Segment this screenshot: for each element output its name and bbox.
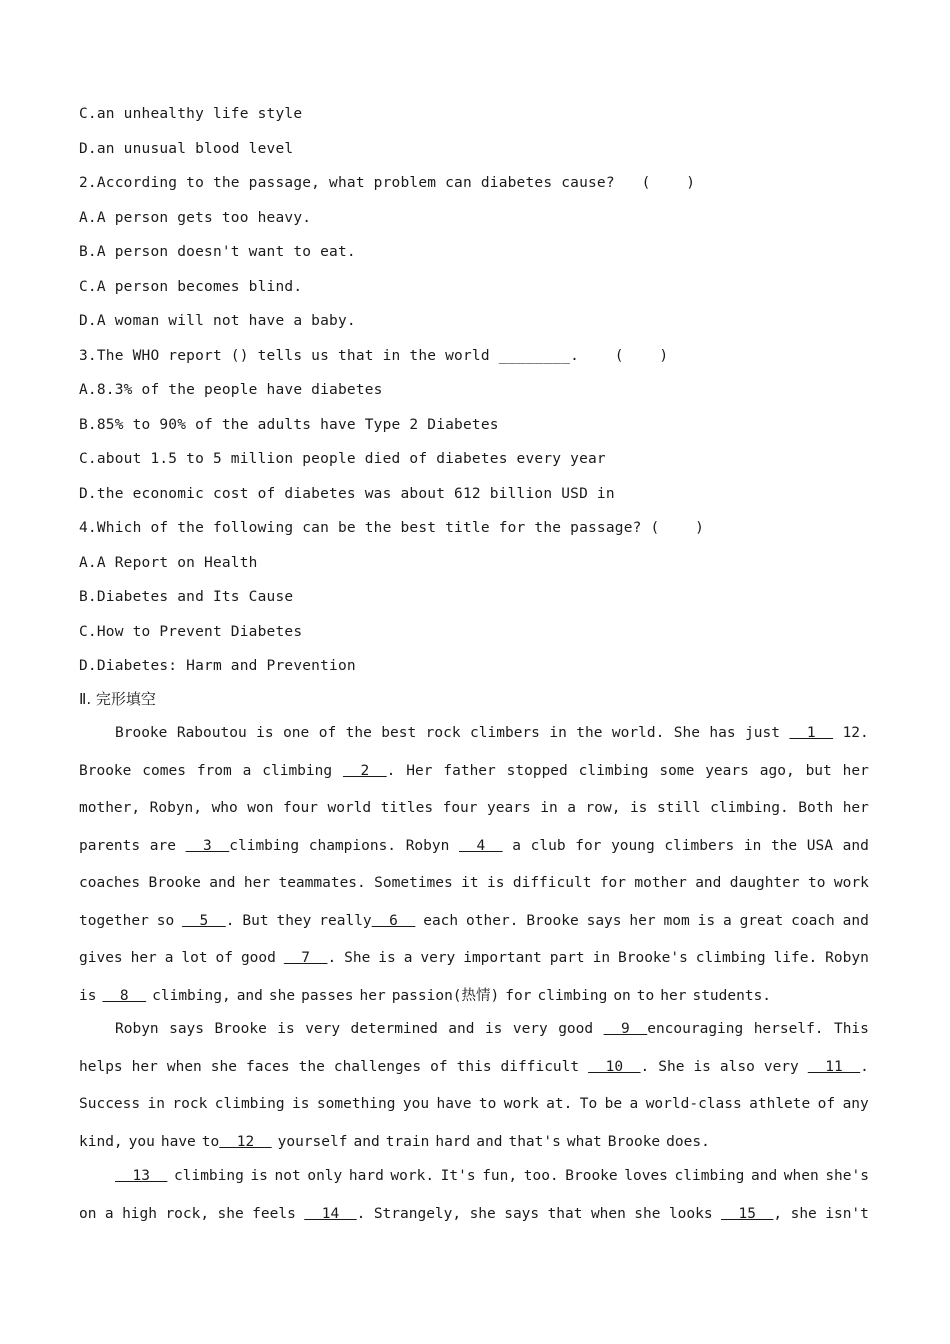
cloze-paragraph-1 <box>79 723 869 1023</box>
word: young <box>611 837 655 854</box>
word: the <box>770 837 798 854</box>
paragraph-line <box>79 1166 869 1204</box>
word: and <box>842 912 869 929</box>
question-line: B.A person doesn't want to eat. <box>79 244 356 260</box>
answer-blank[interactable]: 15 <box>721 1205 774 1222</box>
word: passion(热情) <box>391 987 500 1004</box>
word: in <box>549 725 567 741</box>
word: 11 . <box>807 1058 869 1075</box>
word: father <box>443 762 496 779</box>
word: of <box>817 1096 836 1112</box>
word: climbers <box>470 725 540 741</box>
word: says <box>586 912 622 929</box>
question-line: B.Diabetes and Its Cause <box>79 589 294 605</box>
word: 5 . <box>182 912 235 929</box>
word: is <box>277 1021 295 1037</box>
word: is <box>292 1096 310 1112</box>
word: passes <box>301 987 354 1004</box>
word: years <box>487 800 531 816</box>
word: says <box>169 1021 205 1037</box>
word: good <box>558 1021 594 1037</box>
word: rock, <box>165 1205 210 1222</box>
paragraph-line <box>79 873 869 911</box>
word: Robyn <box>405 837 450 854</box>
word: a <box>512 837 522 854</box>
word: faces <box>245 1058 290 1075</box>
word: rock <box>425 725 461 741</box>
word: best <box>381 725 417 741</box>
word: is <box>693 1058 711 1075</box>
word: too. <box>523 1168 559 1184</box>
answer-blank[interactable]: 7 <box>283 950 328 966</box>
word: mom <box>663 912 690 929</box>
word: Robyn <box>825 950 869 966</box>
word: have <box>436 1096 472 1112</box>
word: says <box>504 1205 540 1222</box>
word: parents <box>79 837 141 854</box>
word: the <box>298 1058 325 1075</box>
answer-blank[interactable]: 14 <box>304 1205 357 1222</box>
word: she <box>268 987 296 1004</box>
word: comes <box>142 762 186 779</box>
answer-blank[interactable]: 8 <box>102 987 147 1004</box>
word: in <box>592 950 611 966</box>
word: high <box>122 1205 157 1222</box>
word: is <box>484 1021 503 1037</box>
word: years <box>705 762 749 779</box>
word: what <box>566 1133 602 1150</box>
word: great <box>739 912 784 929</box>
word: that <box>547 1205 583 1222</box>
word: helps <box>79 1058 123 1075</box>
answer-blank[interactable]: 2 <box>343 762 387 779</box>
word: climbers <box>664 837 735 854</box>
word: 15 , <box>721 1205 783 1222</box>
word: so <box>156 912 175 929</box>
word: very <box>305 1021 341 1037</box>
answer-blank[interactable]: 1 <box>789 725 834 741</box>
word: other. <box>466 912 519 929</box>
word: who <box>211 800 238 816</box>
word: Success <box>79 1096 141 1112</box>
paragraph-line <box>79 1204 869 1242</box>
word: in <box>147 1096 165 1112</box>
word: she <box>790 1205 817 1222</box>
paragraph-line <box>79 911 869 949</box>
word: also <box>719 1058 755 1075</box>
word: climbing <box>578 762 649 779</box>
word: be <box>604 1096 623 1112</box>
word: good <box>240 950 276 966</box>
answer-blank[interactable]: 11 <box>807 1058 861 1075</box>
word: climbing, <box>152 987 231 1004</box>
word: kind, <box>79 1133 123 1150</box>
word: very <box>763 1058 799 1075</box>
word: climbing <box>214 1096 285 1112</box>
word: club <box>530 837 566 854</box>
word: that's <box>508 1133 561 1150</box>
word: and <box>695 875 722 891</box>
word: Brooke <box>79 762 132 779</box>
word: determined <box>350 1021 438 1037</box>
word: she's <box>825 1168 869 1184</box>
word: a <box>242 762 252 779</box>
word: coach <box>791 912 835 929</box>
word: mother, <box>79 800 141 816</box>
word: world <box>327 800 372 816</box>
paragraph-line <box>79 1094 869 1132</box>
word: row, <box>585 800 621 816</box>
word: 9 encouraging <box>603 1021 744 1037</box>
word: feels <box>252 1205 296 1222</box>
word: the <box>345 725 372 741</box>
paragraph-line <box>79 1132 869 1170</box>
word: to <box>478 1096 497 1112</box>
word: climbing <box>174 1168 244 1184</box>
word: together <box>79 912 149 929</box>
word: has <box>709 725 736 741</box>
word: isn't <box>825 1205 869 1222</box>
word: a <box>567 800 576 816</box>
answer-blank[interactable]: 9 <box>603 1021 648 1037</box>
word: her <box>842 762 869 779</box>
word: when <box>166 1058 202 1075</box>
word: She <box>344 950 371 966</box>
word: a <box>164 950 174 966</box>
question-line: A.A Report on Health <box>79 554 258 571</box>
word: hard <box>435 1133 471 1150</box>
word: But <box>242 912 269 929</box>
word <box>789 723 833 761</box>
word: Brooke <box>115 725 168 741</box>
word: fun, <box>482 1168 518 1184</box>
word: 12. <box>842 725 869 741</box>
word: she <box>469 1205 496 1222</box>
word: Brooke <box>526 912 579 929</box>
word: challenges <box>333 1058 422 1075</box>
word: Robyn <box>115 1021 159 1037</box>
answer-blank[interactable]: 10 <box>588 1058 641 1075</box>
paragraph-line <box>79 798 869 836</box>
word: have <box>160 1133 196 1150</box>
paragraph-line <box>79 1019 869 1057</box>
word: and <box>353 1133 380 1150</box>
question-line: A.A person gets too heavy. <box>79 209 312 226</box>
word: Both <box>798 800 834 816</box>
word: four <box>283 800 318 816</box>
word: rock <box>172 1096 208 1112</box>
word: her <box>629 912 656 929</box>
word: only <box>307 1168 343 1184</box>
word: climbing <box>262 762 333 779</box>
word: lot <box>181 950 208 966</box>
question-line: D.Diabetes: Harm and Prevention <box>79 658 356 674</box>
word: her <box>131 1058 158 1075</box>
word <box>115 1166 167 1204</box>
word: her <box>660 987 687 1004</box>
question-line: D.A woman will not have a baby. <box>79 313 356 329</box>
word: the <box>576 725 603 741</box>
word: 7 . <box>283 950 337 966</box>
word: important <box>463 950 542 966</box>
word: titles <box>380 800 434 816</box>
question-line: D.the economic cost of diabetes was about 612 billion USD in <box>79 485 615 502</box>
word: climbing <box>537 987 608 1004</box>
word: coaches <box>79 875 141 891</box>
word: world. <box>611 725 665 741</box>
word: you <box>402 1096 430 1112</box>
word: champions. <box>308 837 397 854</box>
word: a <box>722 912 732 929</box>
answer-blank[interactable]: 5 <box>182 912 226 929</box>
word <box>459 836 503 874</box>
word: work. <box>390 1168 435 1184</box>
word: Robyn, <box>149 800 203 816</box>
paragraph-line <box>79 761 869 799</box>
word: when <box>590 1205 626 1222</box>
word: hard <box>348 1168 384 1184</box>
word: stopped <box>506 762 568 779</box>
word: very <box>420 950 456 966</box>
word: To <box>579 1096 598 1112</box>
word: ago, <box>759 762 795 779</box>
word: work <box>503 1096 539 1112</box>
word: difficult <box>500 1058 580 1075</box>
word: and <box>448 1021 475 1037</box>
word: 2 . <box>343 762 396 779</box>
word: still <box>656 800 701 816</box>
answer-blank[interactable]: 13 <box>115 1168 168 1184</box>
question-line: 2.According to the passage, what problem can diabetes cause? ( ) <box>79 175 696 191</box>
word: loves <box>624 1168 668 1184</box>
word: climbing <box>695 950 766 966</box>
word: is <box>697 912 716 929</box>
word: she <box>634 1205 661 1222</box>
word: at. <box>546 1096 573 1112</box>
word: Raboutou <box>176 725 247 741</box>
word: is <box>629 800 648 816</box>
word: herself. <box>753 1021 824 1037</box>
word: she <box>217 1205 244 1222</box>
word: not <box>274 1168 301 1184</box>
word: to <box>808 875 826 891</box>
word: 14 . <box>304 1205 366 1222</box>
word: daughter <box>729 875 800 891</box>
word: for <box>599 875 627 891</box>
paragraph-line <box>79 986 869 1024</box>
word: one <box>283 725 310 741</box>
word: 10 . <box>588 1058 650 1075</box>
word: in <box>743 837 762 854</box>
word: Brooke <box>565 1168 618 1184</box>
word: and <box>236 987 263 1004</box>
word: from <box>196 762 232 779</box>
answer-blank[interactable]: 3 <box>185 837 230 854</box>
word: to <box>636 987 655 1004</box>
word: teammates. <box>278 875 366 891</box>
word: looks <box>668 1205 713 1222</box>
word: her <box>130 950 157 966</box>
word: she <box>210 1058 237 1075</box>
word: are <box>149 837 176 854</box>
word: won <box>247 800 274 816</box>
word: climbing. <box>710 800 789 816</box>
word: work <box>833 875 869 891</box>
word: very <box>512 1021 548 1037</box>
word: This <box>833 1021 869 1037</box>
paragraph-line <box>79 1057 869 1095</box>
question-line: 4.Which of the following can be the best title for the passage? ( ) <box>79 520 705 536</box>
word: difficult <box>512 875 592 891</box>
word: a <box>403 950 413 966</box>
word: some <box>659 762 695 779</box>
question-line: 3.The WHO report () tells us that in the world ________. ( ) <box>79 347 669 364</box>
word: It's <box>440 1168 476 1184</box>
question-line: C.about 1.5 to 5 million people died of diabetes every year <box>79 451 606 467</box>
word: mother <box>634 875 687 891</box>
word: you <box>128 1133 155 1150</box>
word: in <box>540 800 558 816</box>
paragraph-line <box>79 723 869 761</box>
word: on <box>79 1205 97 1222</box>
word: is <box>378 950 396 966</box>
question-line: C.A person becomes blind. <box>79 278 303 295</box>
word: does. <box>666 1133 710 1150</box>
word: but <box>805 762 832 779</box>
word: world-class <box>645 1096 742 1112</box>
word: for <box>505 987 532 1004</box>
word: of <box>430 1058 448 1075</box>
word: a <box>629 1096 639 1112</box>
word: Her <box>406 762 433 779</box>
word: this <box>456 1058 492 1075</box>
question-line: B.85% to 90% of the adults have Type 2 Diabetes <box>79 416 499 433</box>
word: She <box>673 725 700 741</box>
word: they <box>276 912 312 929</box>
word: and <box>476 1133 503 1150</box>
word: is <box>250 1168 268 1184</box>
word: part <box>549 950 585 966</box>
word: four <box>442 800 478 816</box>
word: any <box>842 1096 869 1112</box>
cloze-paragraph-3 <box>79 1166 869 1241</box>
word: 3 climbing <box>185 837 300 854</box>
word: her <box>243 875 271 891</box>
word: on <box>613 987 631 1004</box>
word: Strangely, <box>373 1205 462 1222</box>
word: is <box>79 987 97 1004</box>
word: her <box>359 987 386 1004</box>
word: gives <box>79 950 123 966</box>
word: Brooke <box>214 1021 267 1037</box>
word: a <box>104 1205 114 1222</box>
word: athlete <box>749 1096 811 1112</box>
word: Brooke <box>607 1133 661 1150</box>
word: and <box>842 837 869 854</box>
answer-blank[interactable]: 12 <box>219 1133 272 1150</box>
word: Sometimes <box>374 875 453 891</box>
word: life. <box>773 950 818 966</box>
word: for <box>575 837 602 854</box>
answer-blank[interactable]: 6 <box>371 912 416 929</box>
word: just <box>745 725 780 741</box>
word: of <box>318 725 337 741</box>
answer-blank[interactable]: 4 <box>458 837 503 854</box>
question-line: D.an unusual blood level <box>79 140 294 157</box>
word <box>102 986 146 1024</box>
word: is <box>487 875 505 891</box>
word: each <box>423 912 459 929</box>
word: when <box>783 1168 819 1184</box>
cloze-paragraph-2 <box>79 1019 869 1169</box>
word: it <box>461 875 479 891</box>
word: train <box>385 1133 430 1150</box>
word: is <box>256 725 274 741</box>
word: students. <box>692 987 772 1004</box>
word: her <box>842 800 869 816</box>
word: to 12 <box>201 1133 272 1150</box>
question-line: C.an unhealthy life style <box>79 106 303 122</box>
word: and <box>750 1168 778 1184</box>
word: USA <box>806 837 833 854</box>
word: and <box>209 875 236 891</box>
word: climbing <box>674 1168 745 1184</box>
word: Brooke's <box>618 950 688 966</box>
section-heading: Ⅱ. 完形填空 <box>79 690 156 708</box>
word: something <box>316 1096 396 1112</box>
word: Brooke <box>148 875 201 891</box>
question-line: A.8.3% of the people have diabetes <box>79 382 383 398</box>
paragraph-line <box>79 948 869 986</box>
question-line: C.How to Prevent Diabetes <box>79 623 303 640</box>
word: yourself <box>277 1133 348 1150</box>
word: She <box>658 1058 685 1075</box>
word: of <box>215 950 234 966</box>
word: really 6 <box>319 912 416 929</box>
paragraph-line <box>79 836 869 874</box>
